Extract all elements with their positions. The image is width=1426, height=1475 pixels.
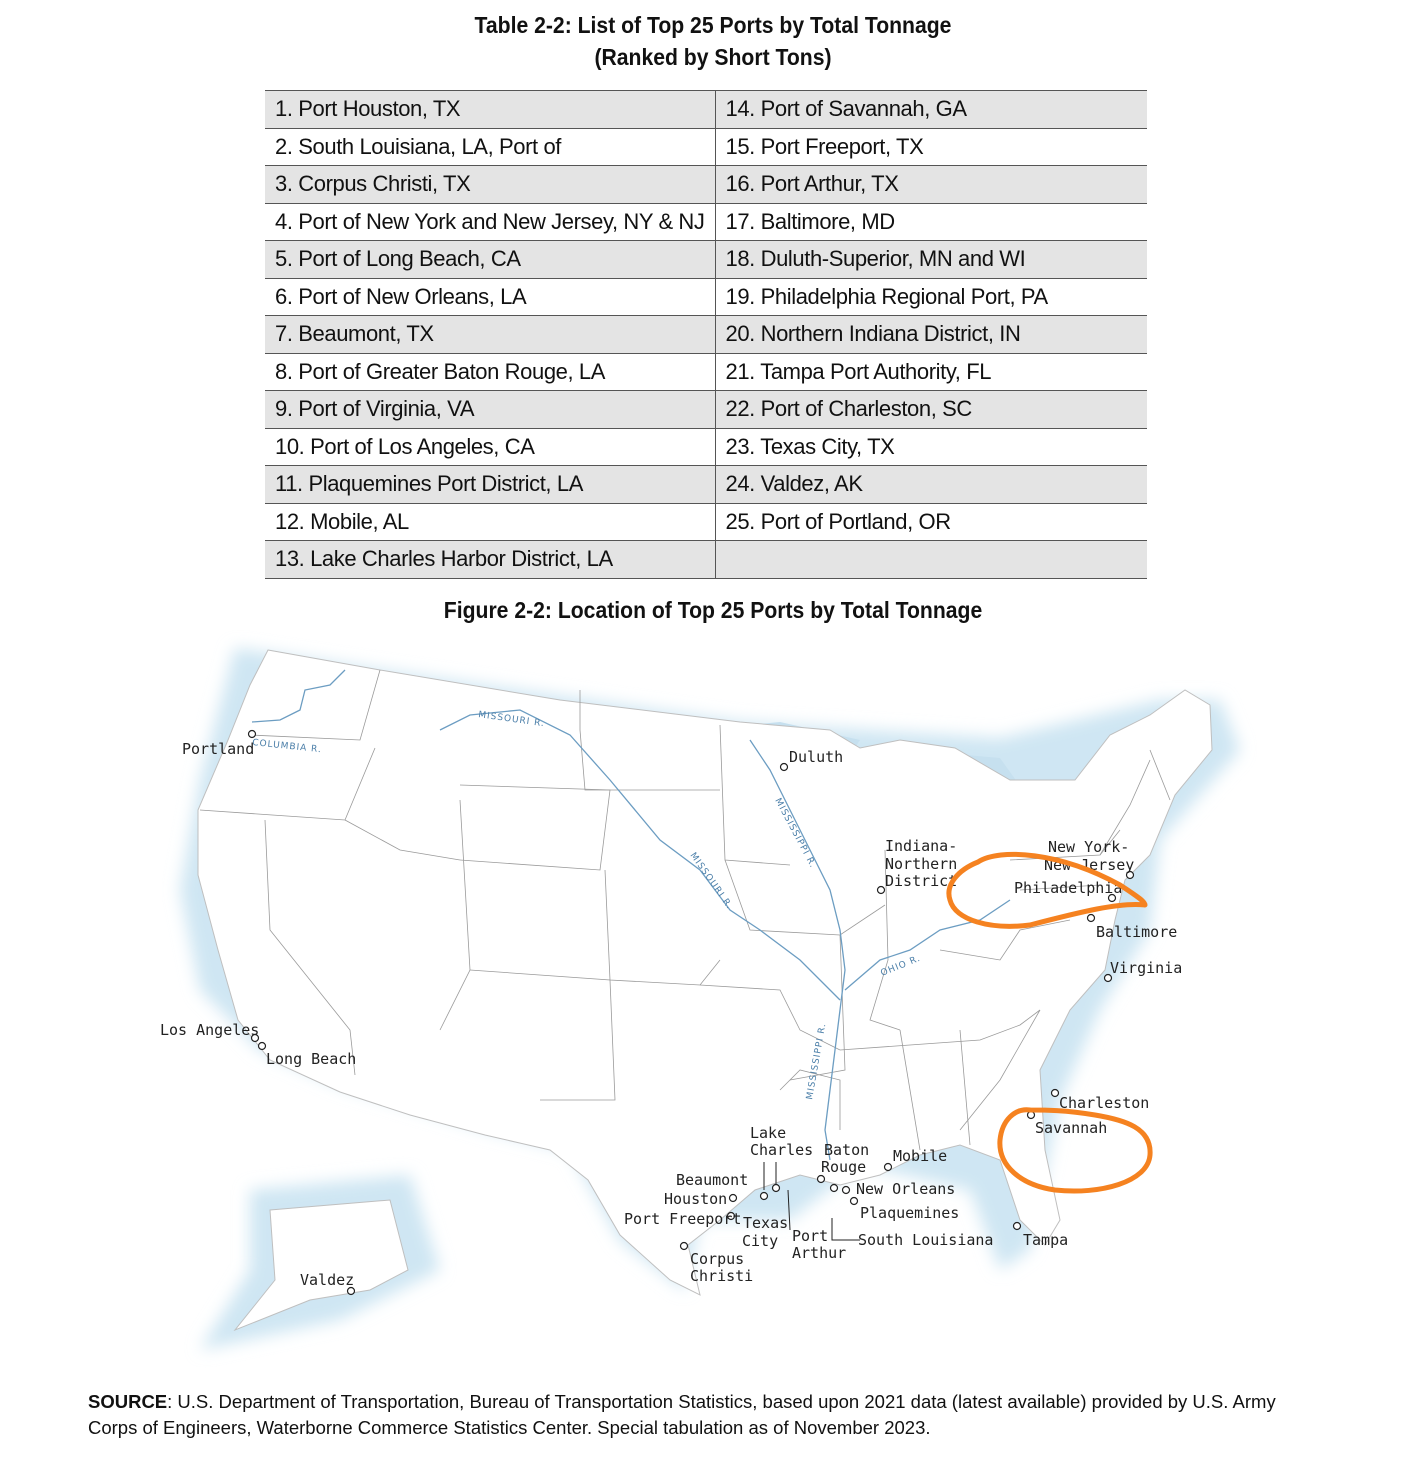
plaquemines-label: Plaquemines xyxy=(860,1204,960,1222)
philadelphia-label: Philadelphia xyxy=(1014,879,1123,897)
corpuschristi-label-2: Christi xyxy=(690,1267,754,1285)
table-cell: 1. Port Houston, TX xyxy=(265,91,715,129)
mobile-label: Mobile xyxy=(893,1147,948,1165)
mobile-marker xyxy=(885,1164,892,1171)
table-row xyxy=(265,241,1147,279)
ports-table xyxy=(265,90,1147,579)
table-row xyxy=(265,541,1147,579)
virginia-label: Virginia xyxy=(1110,959,1183,977)
mississippi-river-label: MISSISSIPPI R. xyxy=(772,796,818,871)
table-cell: 9. Port of Virginia, VA xyxy=(265,391,715,429)
portfreeport-label: Port Freeport xyxy=(624,1210,742,1228)
table-subtitle: (Ranked by Short Tons) xyxy=(594,44,832,70)
portarthur-label-1: Port xyxy=(792,1227,829,1245)
table-cell: 14. Port of Savannah, GA xyxy=(715,91,1147,129)
missouri-river-label-2: MISSOURI R. xyxy=(687,850,735,912)
portland-marker xyxy=(249,731,256,738)
figure-title: Figure 2-2: Location of Top 25 Ports by Total Tonnage xyxy=(443,597,983,623)
duluth-label: Duluth xyxy=(789,748,844,766)
table-cell: 13. Lake Charles Harbor District, LA xyxy=(265,541,715,579)
table-row xyxy=(265,353,1147,391)
table-row xyxy=(265,166,1147,204)
table-cell: 16. Port Arthur, TX xyxy=(715,166,1147,204)
southlouisiana-label: South Louisiana xyxy=(858,1231,994,1249)
table-row xyxy=(265,91,1147,129)
indiana-marker xyxy=(878,887,885,894)
mississippi-river-label-2: MISSISSIPPI R. xyxy=(805,1022,829,1101)
baltimore-label: Baltimore xyxy=(1096,923,1178,941)
table-cell: 24. Valdez, AK xyxy=(715,466,1147,504)
indiana-label-2: Northern xyxy=(885,855,958,873)
table-row xyxy=(265,316,1147,354)
table-cell: 20. Northern Indiana District, IN xyxy=(715,316,1147,354)
batonrouge-label-1: Baton xyxy=(824,1141,870,1159)
charleston-label: Charleston xyxy=(1059,1094,1150,1112)
southlouisiana-marker xyxy=(831,1185,838,1192)
longbeach-marker xyxy=(259,1043,266,1050)
charleston-marker xyxy=(1052,1090,1059,1097)
table-cell: 21. Tampa Port Authority, FL xyxy=(715,353,1147,391)
table-cell: 17. Baltimore, MD xyxy=(715,203,1147,241)
indiana-label-3: District xyxy=(885,872,958,890)
lakecharles-label-2: Charles xyxy=(750,1141,814,1159)
table-cell: 12. Mobile, AL xyxy=(265,503,715,541)
tampa-marker xyxy=(1014,1223,1021,1230)
source-note xyxy=(88,1389,1328,1441)
table-row xyxy=(265,503,1147,541)
beaumont-label: Beaumont xyxy=(676,1171,749,1189)
ohio-river-label: OHIO R. xyxy=(879,953,923,979)
table-cell: 25. Port of Portland, OR xyxy=(715,503,1147,541)
table-cell: 22. Port of Charleston, SC xyxy=(715,391,1147,429)
portland-label: Portland xyxy=(182,740,255,758)
longbeach-label: Long Beach xyxy=(266,1050,357,1068)
savannah-label: Savannah xyxy=(1035,1119,1108,1137)
table-cell: 11. Plaquemines Port District, LA xyxy=(265,466,715,504)
portarthur-label-2: Arthur xyxy=(792,1244,847,1262)
table-cell: 5. Port of Long Beach, CA xyxy=(265,241,715,279)
texascity-label-2: City xyxy=(742,1232,779,1250)
table-cell: 23. Texas City, TX xyxy=(715,428,1147,466)
table-row xyxy=(265,203,1147,241)
newyork-label-1: New York- xyxy=(1048,838,1130,856)
table-cell: 15. Port Freeport, TX xyxy=(715,128,1147,166)
valdez-label: Valdez xyxy=(300,1271,355,1289)
corpuschristi-marker xyxy=(681,1243,688,1250)
duluth-marker xyxy=(781,764,788,771)
savannah-marker xyxy=(1028,1112,1035,1119)
table-row xyxy=(265,278,1147,316)
losangeles-label: Los Angeles xyxy=(160,1021,260,1039)
table-cell: 7. Beaumont, TX xyxy=(265,316,715,354)
table-cell: 6. Port of New Orleans, LA xyxy=(265,278,715,316)
beaumont-marker xyxy=(761,1193,768,1200)
table-cell: 19. Philadelphia Regional Port, PA xyxy=(715,278,1147,316)
source-label: SOURCE xyxy=(88,1391,168,1412)
table-row xyxy=(265,391,1147,429)
batonrouge-marker xyxy=(818,1176,825,1183)
table-title: Table 2-2: List of Top 25 Ports by Total Tonnage xyxy=(474,12,952,38)
table-row xyxy=(265,428,1147,466)
us-ports-map xyxy=(140,630,1280,1370)
table-cell: 8. Port of Greater Baton Rouge, LA xyxy=(265,353,715,391)
table-row xyxy=(265,128,1147,166)
indiana-label-1: Indiana- xyxy=(885,837,958,855)
table-cell: 18. Duluth-Superior, MN and WI xyxy=(715,241,1147,279)
tampa-label: Tampa xyxy=(1023,1231,1069,1249)
source-text: : U.S. Department of Transportation, Bureau of Transportation Statistics, based upon 2021 data (latest available) provided by U.S. Army Corps of Engineers, Waterborne Commerce Statistics Center. Special tabulation as of November 2023. xyxy=(88,1391,1276,1438)
batonrouge-label-2: Rouge xyxy=(821,1158,867,1176)
table-row xyxy=(265,466,1147,504)
neworleans-marker xyxy=(843,1187,850,1194)
baltimore-marker xyxy=(1088,915,1095,922)
houston-label: Houston xyxy=(664,1190,728,1208)
table-cell: 2. South Louisiana, LA, Port of xyxy=(265,128,715,166)
plaquemines-marker xyxy=(851,1198,858,1205)
columbia-river-label: COLUMBIA R. xyxy=(251,738,323,756)
newyork-label-2: New Jersey xyxy=(1044,856,1135,874)
lakecharles-marker xyxy=(773,1185,780,1192)
table-cell: 3. Corpus Christi, TX xyxy=(265,166,715,204)
table-cell: 4. Port of New York and New Jersey, NY & NJ xyxy=(265,203,715,241)
houston-marker xyxy=(730,1195,737,1202)
missouri-river-label: MISSOURI R. xyxy=(477,710,546,730)
texascity-label-1: Texas xyxy=(743,1214,789,1232)
corpuschristi-label-1: Corpus xyxy=(690,1250,745,1268)
lakecharles-label-1: Lake xyxy=(750,1124,787,1142)
neworleans-label: New Orleans xyxy=(856,1180,956,1198)
table-cell xyxy=(715,541,1147,579)
table-cell: 10. Port of Los Angeles, CA xyxy=(265,428,715,466)
